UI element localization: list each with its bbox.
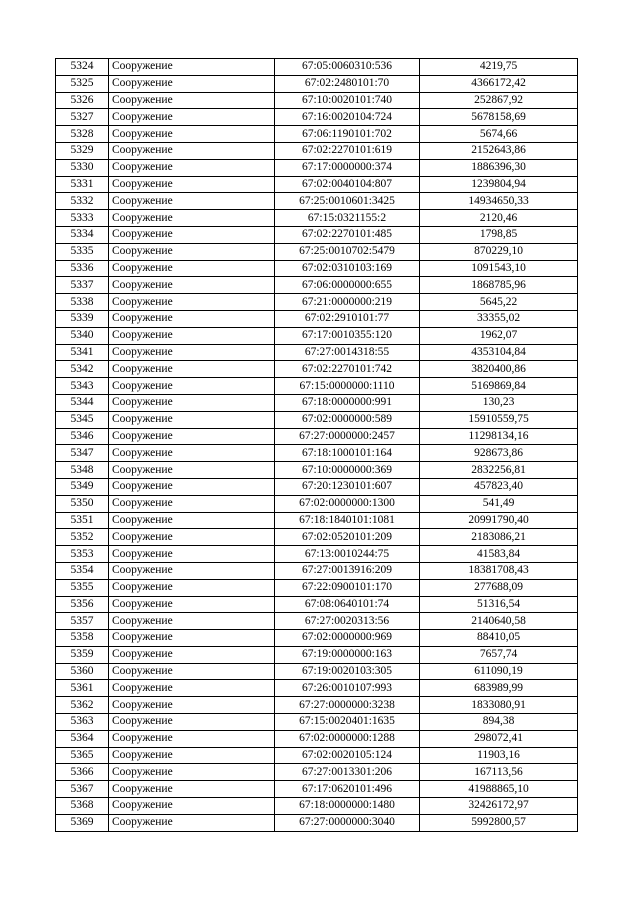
object-type: Сооружение bbox=[109, 697, 275, 714]
registry-table bbox=[55, 58, 578, 832]
object-type: Сооружение bbox=[109, 109, 275, 126]
object-type: Сооружение bbox=[109, 781, 275, 798]
table-row bbox=[56, 310, 578, 327]
row-number: 5346 bbox=[56, 428, 109, 445]
object-type: Сооружение bbox=[109, 75, 275, 92]
table-row bbox=[56, 562, 578, 579]
row-number: 5325 bbox=[56, 75, 109, 92]
object-type: Сооружение bbox=[109, 411, 275, 428]
object-type: Сооружение bbox=[109, 663, 275, 680]
row-number: 5345 bbox=[56, 411, 109, 428]
row-number: 5343 bbox=[56, 378, 109, 395]
cadastral-number: 67:02:0040104:807 bbox=[275, 176, 420, 193]
object-type: Сооружение bbox=[109, 562, 275, 579]
object-type: Сооружение bbox=[109, 462, 275, 479]
table-row bbox=[56, 546, 578, 563]
cadastral-number: 67:27:0000000:3040 bbox=[275, 814, 420, 831]
cadastral-value: 1798,85 bbox=[420, 226, 578, 243]
cadastral-number: 67:02:0000000:969 bbox=[275, 630, 420, 647]
cadastral-value: 11298134,16 bbox=[420, 428, 578, 445]
table-row bbox=[56, 428, 578, 445]
row-number: 5330 bbox=[56, 159, 109, 176]
cadastral-value: 1239804,94 bbox=[420, 176, 578, 193]
cadastral-value: 32426172,97 bbox=[420, 798, 578, 815]
cadastral-value: 14934650,33 bbox=[420, 193, 578, 210]
object-type: Сооружение bbox=[109, 394, 275, 411]
object-type: Сооружение bbox=[109, 92, 275, 109]
cadastral-value: 20991790,40 bbox=[420, 512, 578, 529]
cadastral-number: 67:02:0520101:209 bbox=[275, 529, 420, 546]
cadastral-number: 67:02:0020105:124 bbox=[275, 747, 420, 764]
row-number: 5342 bbox=[56, 361, 109, 378]
object-type: Сооружение bbox=[109, 613, 275, 630]
cadastral-number: 67:15:0000000:1110 bbox=[275, 378, 420, 395]
table-row bbox=[56, 814, 578, 831]
cadastral-value: 252867,92 bbox=[420, 92, 578, 109]
cadastral-number: 67:02:2270101:619 bbox=[275, 142, 420, 159]
cadastral-value: 33355,02 bbox=[420, 310, 578, 327]
cadastral-value: 3820400,86 bbox=[420, 361, 578, 378]
cadastral-number: 67:15:0020401:1635 bbox=[275, 714, 420, 731]
row-number: 5368 bbox=[56, 798, 109, 815]
table-row bbox=[56, 714, 578, 731]
cadastral-number: 67:18:1840101:1081 bbox=[275, 512, 420, 529]
cadastral-number: 67:15:0321155:2 bbox=[275, 210, 420, 227]
row-number: 5351 bbox=[56, 512, 109, 529]
object-type: Сооружение bbox=[109, 176, 275, 193]
table-row bbox=[56, 109, 578, 126]
row-number: 5335 bbox=[56, 243, 109, 260]
cadastral-number: 67:17:0620101:496 bbox=[275, 781, 420, 798]
cadastral-number: 67:17:0010355:120 bbox=[275, 327, 420, 344]
cadastral-value: 18381708,43 bbox=[420, 562, 578, 579]
object-type: Сооружение bbox=[109, 730, 275, 747]
object-type: Сооружение bbox=[109, 361, 275, 378]
table-row bbox=[56, 260, 578, 277]
table-row bbox=[56, 126, 578, 143]
cadastral-number: 67:02:0000000:589 bbox=[275, 411, 420, 428]
cadastral-value: 1962,07 bbox=[420, 327, 578, 344]
cadastral-number: 67:10:0020101:740 bbox=[275, 92, 420, 109]
cadastral-number: 67:02:2910101:77 bbox=[275, 310, 420, 327]
row-number: 5327 bbox=[56, 109, 109, 126]
cadastral-value: 5169869,84 bbox=[420, 378, 578, 395]
row-number: 5361 bbox=[56, 680, 109, 697]
cadastral-value: 298072,41 bbox=[420, 730, 578, 747]
object-type: Сооружение bbox=[109, 59, 275, 76]
object-type: Сооружение bbox=[109, 630, 275, 647]
cadastral-value: 2120,46 bbox=[420, 210, 578, 227]
cadastral-number: 67:02:0310103:169 bbox=[275, 260, 420, 277]
object-type: Сооружение bbox=[109, 294, 275, 311]
row-number: 5355 bbox=[56, 579, 109, 596]
cadastral-value: 894,38 bbox=[420, 714, 578, 731]
cadastral-number: 67:27:0013301:206 bbox=[275, 764, 420, 781]
cadastral-number: 67:10:0000000:369 bbox=[275, 462, 420, 479]
cadastral-number: 67:27:0000000:3238 bbox=[275, 697, 420, 714]
table-row bbox=[56, 159, 578, 176]
cadastral-value: 4353104,84 bbox=[420, 344, 578, 361]
cadastral-number: 67:20:1230101:607 bbox=[275, 478, 420, 495]
cadastral-value: 2183086,21 bbox=[420, 529, 578, 546]
table-row bbox=[56, 378, 578, 395]
object-type: Сооружение bbox=[109, 159, 275, 176]
row-number: 5366 bbox=[56, 764, 109, 781]
object-type: Сооружение bbox=[109, 764, 275, 781]
cadastral-value: 4219,75 bbox=[420, 59, 578, 76]
object-type: Сооружение bbox=[109, 579, 275, 596]
object-type: Сооружение bbox=[109, 747, 275, 764]
object-type: Сооружение bbox=[109, 210, 275, 227]
cadastral-value: 5678158,69 bbox=[420, 109, 578, 126]
cadastral-number: 67:06:0000000:655 bbox=[275, 277, 420, 294]
object-type: Сооружение bbox=[109, 512, 275, 529]
cadastral-value: 41988865,10 bbox=[420, 781, 578, 798]
object-type: Сооружение bbox=[109, 445, 275, 462]
cadastral-value: 4366172,42 bbox=[420, 75, 578, 92]
object-type: Сооружение bbox=[109, 327, 275, 344]
object-type: Сооружение bbox=[109, 277, 275, 294]
table-row bbox=[56, 462, 578, 479]
cadastral-number: 67:02:2270101:485 bbox=[275, 226, 420, 243]
table-row bbox=[56, 411, 578, 428]
table-row bbox=[56, 394, 578, 411]
row-number: 5333 bbox=[56, 210, 109, 227]
cadastral-number: 67:06:1190101:702 bbox=[275, 126, 420, 143]
cadastral-number: 67:22:0900101:170 bbox=[275, 579, 420, 596]
cadastral-value: 51316,54 bbox=[420, 596, 578, 613]
row-number: 5357 bbox=[56, 613, 109, 630]
object-type: Сооружение bbox=[109, 344, 275, 361]
row-number: 5344 bbox=[56, 394, 109, 411]
cadastral-number: 67:16:0020104:724 bbox=[275, 109, 420, 126]
row-number: 5362 bbox=[56, 697, 109, 714]
cadastral-value: 2152643,86 bbox=[420, 142, 578, 159]
table-row bbox=[56, 579, 578, 596]
cadastral-number: 67:02:2270101:742 bbox=[275, 361, 420, 378]
cadastral-value: 7657,74 bbox=[420, 646, 578, 663]
cadastral-number: 67:08:0640101:74 bbox=[275, 596, 420, 613]
row-number: 5367 bbox=[56, 781, 109, 798]
table-row bbox=[56, 193, 578, 210]
row-number: 5328 bbox=[56, 126, 109, 143]
cadastral-number: 67:27:0014318:55 bbox=[275, 344, 420, 361]
object-type: Сооружение bbox=[109, 495, 275, 512]
cadastral-value: 130,23 bbox=[420, 394, 578, 411]
object-type: Сооружение bbox=[109, 529, 275, 546]
table-row bbox=[56, 730, 578, 747]
row-number: 5336 bbox=[56, 260, 109, 277]
table-row bbox=[56, 344, 578, 361]
cadastral-value: 5645,22 bbox=[420, 294, 578, 311]
table-row bbox=[56, 478, 578, 495]
cadastral-value: 11903,16 bbox=[420, 747, 578, 764]
row-number: 5331 bbox=[56, 176, 109, 193]
cadastral-value: 277688,09 bbox=[420, 579, 578, 596]
cadastral-number: 67:27:0013916:209 bbox=[275, 562, 420, 579]
cadastral-number: 67:27:0000000:2457 bbox=[275, 428, 420, 445]
cadastral-value: 15910559,75 bbox=[420, 411, 578, 428]
row-number: 5353 bbox=[56, 546, 109, 563]
object-type: Сооружение bbox=[109, 142, 275, 159]
cadastral-number: 67:19:0000000:163 bbox=[275, 646, 420, 663]
cadastral-number: 67:18:0000000:991 bbox=[275, 394, 420, 411]
object-type: Сооружение bbox=[109, 798, 275, 815]
table-row bbox=[56, 781, 578, 798]
table-row bbox=[56, 142, 578, 159]
row-number: 5329 bbox=[56, 142, 109, 159]
cadastral-number: 67:26:0010107:993 bbox=[275, 680, 420, 697]
row-number: 5340 bbox=[56, 327, 109, 344]
row-number: 5350 bbox=[56, 495, 109, 512]
object-type: Сооружение bbox=[109, 243, 275, 260]
cadastral-value: 2140640,58 bbox=[420, 613, 578, 630]
object-type: Сооружение bbox=[109, 714, 275, 731]
cadastral-number: 67:02:0000000:1300 bbox=[275, 495, 420, 512]
cadastral-number: 67:18:0000000:1480 bbox=[275, 798, 420, 815]
row-number: 5334 bbox=[56, 226, 109, 243]
row-number: 5356 bbox=[56, 596, 109, 613]
table-row bbox=[56, 210, 578, 227]
object-type: Сооружение bbox=[109, 680, 275, 697]
object-type: Сооружение bbox=[109, 126, 275, 143]
cadastral-value: 611090,19 bbox=[420, 663, 578, 680]
row-number: 5348 bbox=[56, 462, 109, 479]
object-type: Сооружение bbox=[109, 193, 275, 210]
table-row bbox=[56, 663, 578, 680]
object-type: Сооружение bbox=[109, 260, 275, 277]
row-number: 5332 bbox=[56, 193, 109, 210]
cadastral-value: 5992800,57 bbox=[420, 814, 578, 831]
table-row bbox=[56, 243, 578, 260]
object-type: Сооружение bbox=[109, 478, 275, 495]
row-number: 5364 bbox=[56, 730, 109, 747]
cadastral-value: 1091543,10 bbox=[420, 260, 578, 277]
cadastral-value: 2832256,81 bbox=[420, 462, 578, 479]
row-number: 5352 bbox=[56, 529, 109, 546]
cadastral-number: 67:05:0060310:536 bbox=[275, 59, 420, 76]
object-type: Сооружение bbox=[109, 646, 275, 663]
table-row bbox=[56, 92, 578, 109]
cadastral-number: 67:18:1000101:164 bbox=[275, 445, 420, 462]
table-row bbox=[56, 59, 578, 76]
row-number: 5354 bbox=[56, 562, 109, 579]
row-number: 5339 bbox=[56, 310, 109, 327]
cadastral-number: 67:19:0020103:305 bbox=[275, 663, 420, 680]
table-row bbox=[56, 277, 578, 294]
object-type: Сооружение bbox=[109, 546, 275, 563]
cadastral-number: 67:13:0010244:75 bbox=[275, 546, 420, 563]
cadastral-number: 67:02:2480101:70 bbox=[275, 75, 420, 92]
table-row bbox=[56, 294, 578, 311]
row-number: 5365 bbox=[56, 747, 109, 764]
table-row bbox=[56, 630, 578, 647]
row-number: 5349 bbox=[56, 478, 109, 495]
cadastral-value: 928673,86 bbox=[420, 445, 578, 462]
cadastral-value: 457823,40 bbox=[420, 478, 578, 495]
object-type: Сооружение bbox=[109, 310, 275, 327]
cadastral-number: 67:25:0010702:5479 bbox=[275, 243, 420, 260]
row-number: 5338 bbox=[56, 294, 109, 311]
table-row bbox=[56, 226, 578, 243]
table-row bbox=[56, 697, 578, 714]
object-type: Сооружение bbox=[109, 378, 275, 395]
table-row bbox=[56, 176, 578, 193]
row-number: 5347 bbox=[56, 445, 109, 462]
cadastral-value: 1886396,30 bbox=[420, 159, 578, 176]
cadastral-value: 683989,99 bbox=[420, 680, 578, 697]
cadastral-value: 88410,05 bbox=[420, 630, 578, 647]
table-row bbox=[56, 596, 578, 613]
cadastral-number: 67:21:0000000:219 bbox=[275, 294, 420, 311]
row-number: 5359 bbox=[56, 646, 109, 663]
cadastral-value: 41583,84 bbox=[420, 546, 578, 563]
cadastral-number: 67:02:0000000:1288 bbox=[275, 730, 420, 747]
table-row bbox=[56, 529, 578, 546]
row-number: 5358 bbox=[56, 630, 109, 647]
cadastral-value: 1868785,96 bbox=[420, 277, 578, 294]
table-row bbox=[56, 445, 578, 462]
cadastral-number: 67:27:0020313:56 bbox=[275, 613, 420, 630]
row-number: 5369 bbox=[56, 814, 109, 831]
object-type: Сооружение bbox=[109, 226, 275, 243]
table-row bbox=[56, 798, 578, 815]
row-number: 5360 bbox=[56, 663, 109, 680]
table-row bbox=[56, 327, 578, 344]
registry-table-body bbox=[56, 59, 578, 832]
row-number: 5326 bbox=[56, 92, 109, 109]
object-type: Сооружение bbox=[109, 428, 275, 445]
cadastral-number: 67:25:0010601:3425 bbox=[275, 193, 420, 210]
table-row bbox=[56, 646, 578, 663]
table-row bbox=[56, 764, 578, 781]
object-type: Сооружение bbox=[109, 596, 275, 613]
row-number: 5363 bbox=[56, 714, 109, 731]
cadastral-value: 541,49 bbox=[420, 495, 578, 512]
table-row bbox=[56, 361, 578, 378]
table-row bbox=[56, 495, 578, 512]
table-row bbox=[56, 75, 578, 92]
row-number: 5341 bbox=[56, 344, 109, 361]
table-row bbox=[56, 613, 578, 630]
cadastral-value: 870229,10 bbox=[420, 243, 578, 260]
table-row bbox=[56, 512, 578, 529]
cadastral-number: 67:17:0000000:374 bbox=[275, 159, 420, 176]
row-number: 5324 bbox=[56, 59, 109, 76]
cadastral-value: 5674,66 bbox=[420, 126, 578, 143]
object-type: Сооружение bbox=[109, 814, 275, 831]
row-number: 5337 bbox=[56, 277, 109, 294]
cadastral-value: 167113,56 bbox=[420, 764, 578, 781]
table-row bbox=[56, 747, 578, 764]
cadastral-value: 1833080,91 bbox=[420, 697, 578, 714]
table-row bbox=[56, 680, 578, 697]
